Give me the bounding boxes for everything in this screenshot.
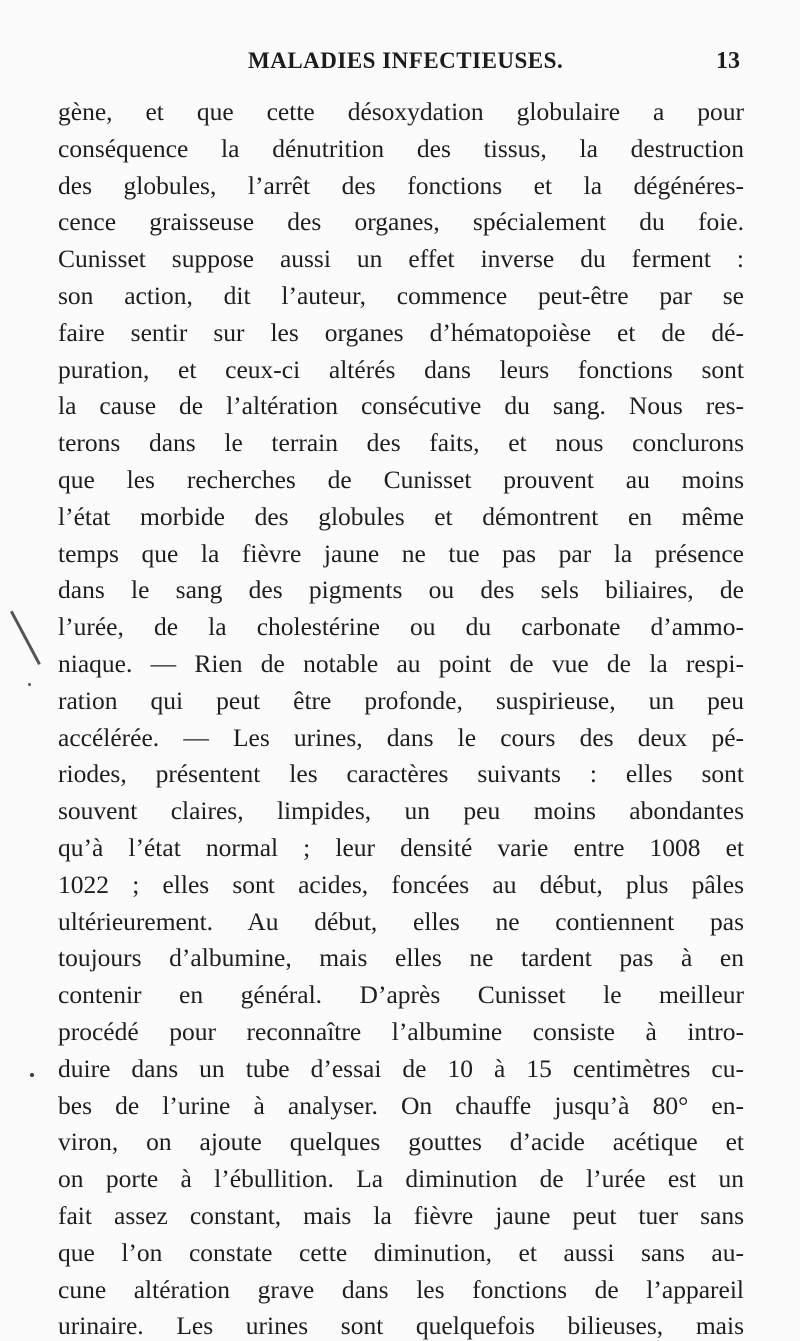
- text-line: qu’à l’état normal ; leur densité varie entre 1008 et: [58, 832, 744, 862]
- text-line: l’urée, de la cholestérine ou du carbonate d’ammo-: [58, 612, 744, 642]
- page-header: [58, 48, 742, 82]
- text-line: contenir en général. D’après Cunisset le meilleur: [58, 980, 744, 1010]
- text-line: faire sentir sur les organes d’hématopoièse et de dé-: [58, 317, 744, 347]
- text-line: gène, et que cette désoxydation globulaire a pour: [58, 97, 744, 126]
- text-line: toujours d’albumine, mais elles ne tardent pas à en: [58, 943, 744, 973]
- text-line: la cause de l’altération consécutive du sang. Nous res-: [58, 391, 744, 421]
- text-line: on porte à l’ébullition. La diminution de l’urée est un: [58, 1164, 744, 1194]
- text-line: Cunisset suppose aussi un effet inverse du ferment :: [58, 244, 744, 274]
- text-line: souvent claires, limpides, un peu moins abondantes: [58, 796, 744, 826]
- margin-pencil-mark: [10, 611, 41, 665]
- text-line: viron, on ajoute quelques gouttes d’acide acétique et: [58, 1127, 744, 1157]
- margin-dot: [30, 1073, 34, 1077]
- text-line: que les recherches de Cunisset prouvent au moins: [58, 464, 744, 494]
- text-line: cence graisseuse des organes, spécialement du foie.: [58, 207, 744, 237]
- text-line: ration qui peut être profonde, suspirieuse, un peu: [58, 685, 744, 715]
- text-line: bes de l’urine à analyser. On chauffe jusqu’à 80° en-: [58, 1090, 744, 1120]
- text-line: riodes, présentent les caractères suivants : elles sont: [58, 759, 744, 789]
- text-line: l’état morbide des globules et démontrent en même: [58, 501, 744, 531]
- page-number: 13: [716, 48, 740, 74]
- text-line: cune altération grave dans les fonctions de l’appareil: [58, 1274, 744, 1304]
- body-text: [58, 94, 744, 1341]
- text-line: duire dans un tube d’essai de 10 à 15 centimètres cu-: [58, 1053, 744, 1083]
- text-line: conséquence la dénutrition des tissus, la destruction: [58, 133, 744, 163]
- text-line: accélérée. — Les urines, dans le cours des deux pé-: [58, 722, 744, 752]
- text-line: urinaire. Les urines sont quelquefois bilieuses, mais: [58, 1311, 744, 1341]
- text-line: fait assez constant, mais la fièvre jaune peut tuer sans: [58, 1200, 744, 1230]
- text-line: niaque. — Rien de notable au point de vue de la respi-: [58, 648, 744, 678]
- text-line: procédé pour reconnaître l’albumine consiste à intro-: [58, 1016, 744, 1046]
- running-title: MALADIES INFECTIEUSES.: [248, 48, 564, 73]
- text-line: ultérieurement. Au début, elles ne contiennent pas: [58, 906, 744, 936]
- text-line: puration, et ceux-ci altérés dans leurs fonctions sont: [58, 354, 744, 384]
- text-line: terons dans le terrain des faits, et nous conclurons: [58, 428, 744, 458]
- text-line: 1022 ; elles sont acides, foncées au début, plus pâles: [58, 869, 744, 899]
- text-line: son action, dit l’auteur, commence peut-être par se: [58, 280, 744, 310]
- text-line: que l’on constate cette diminution, et aussi sans au-: [58, 1237, 744, 1267]
- margin-dot: [28, 683, 31, 686]
- text-line: des globules, l’arrêt des fonctions et la dégénéres-: [58, 170, 744, 200]
- text-line: dans le sang des pigments ou des sels biliaires, de: [58, 575, 744, 605]
- text-line: temps que la fièvre jaune ne tue pas par la présence: [58, 538, 744, 568]
